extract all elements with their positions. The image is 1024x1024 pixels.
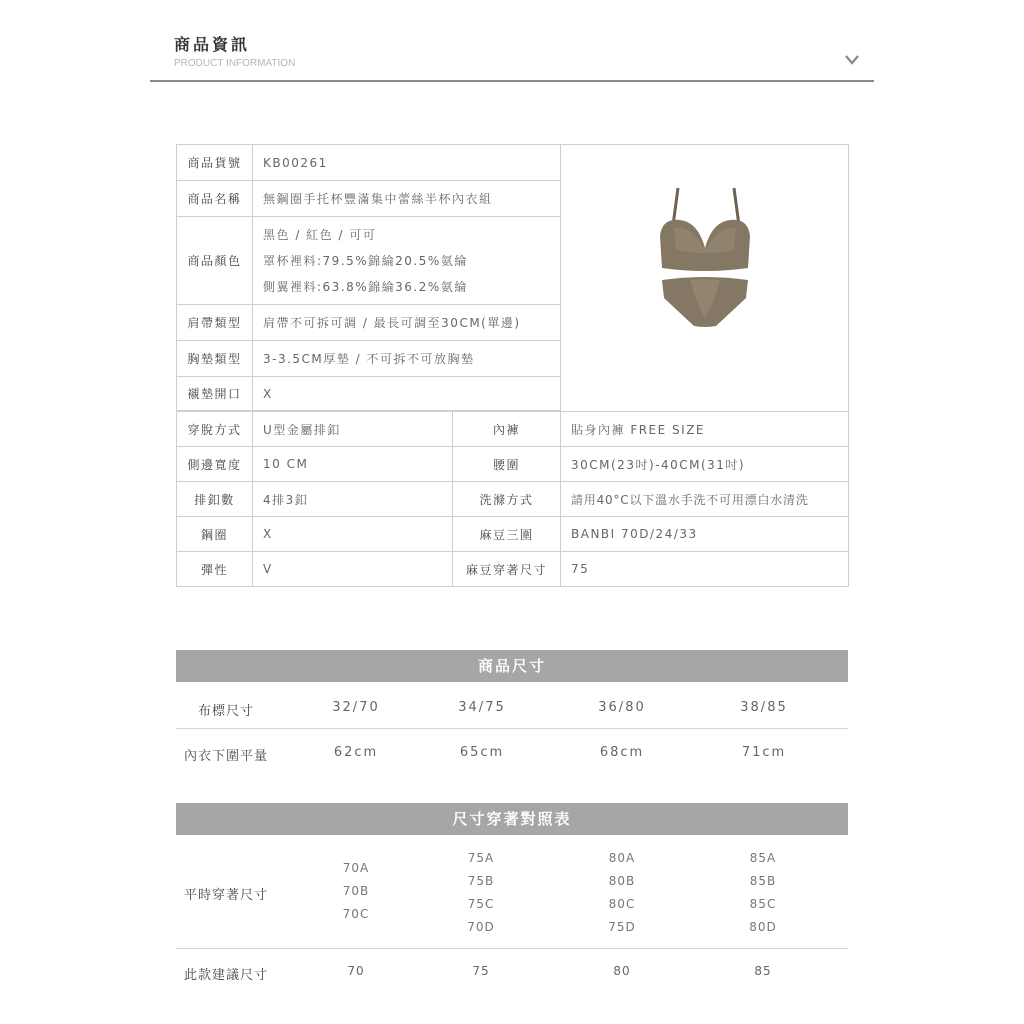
hooks-label: 排釦數 [177,482,253,517]
row-label: 此款建議尺寸 [183,968,268,983]
size-cell: 75D [608,920,636,934]
size-cell: 62cm [333,745,379,760]
waist-label: 腰圍 [453,447,561,482]
row-label: 內衣下圍平量 [183,749,268,764]
color-line: 罩杯裡料:79.5%錦綸20.5%氨綸 [263,253,468,268]
size-column [455,847,507,939]
spec-table [176,144,849,587]
pad-opening-value: X [253,377,561,411]
model-size-label: 麻豆穿著尺寸 [453,552,561,587]
wire-value: X [253,517,453,552]
size-cell: 68cm [599,745,645,760]
wire-label: 鋼圈 [177,517,253,552]
size-cell: 75A [467,851,495,865]
sku-label: 商品貨號 [177,145,253,181]
color-line: 黑色 / 紅色 / 可可 [263,227,377,242]
section-subtitle: PRODUCT INFORMATION [174,58,296,69]
size-cell: 36/80 [598,700,646,715]
model-label: 麻豆三圍 [453,517,561,552]
size-cell: 70 [347,964,365,978]
size-cell: 70B [342,884,370,898]
pad-value: 3-3.5CM厚墊 / 不可拆不可放胸墊 [253,341,561,377]
size-cell: 85C [749,897,777,911]
wash-label: 洗滌方式 [453,482,561,517]
wear-label: 穿脫方式 [177,412,253,447]
size-cell: 32/70 [332,700,380,715]
color-line: 側翼裡料:63.8%錦綸36.2%氨綸 [263,279,468,294]
pad-label: 胸墊類型 [177,341,253,377]
size-column [737,847,789,939]
divider [176,728,848,729]
panty-label: 內褲 [453,412,561,447]
strap-value: 肩帶不可拆可調 / 最長可調至30CM(單邊) [253,305,561,341]
size-cell: 70A [342,861,370,875]
size-cell: 70C [342,907,370,921]
elastic-label: 彈性 [177,552,253,587]
sku-value: KB00261 [253,145,561,181]
size-cell: 80B [608,874,636,888]
fit-table-title: 尺寸穿著對照表 [176,803,848,835]
waist-value: 30CM(23吋)-40CM(31吋) [561,447,849,482]
size-column [330,857,382,926]
size-cell: 80 [613,964,631,978]
table-row [176,700,848,719]
size-cell: 71cm [741,745,787,760]
elastic-value: V [253,552,453,587]
size-cell: 75 [472,964,490,978]
row-label: 平時穿著尺寸 [183,888,268,903]
size-cell: 70D [467,920,495,934]
product-info-header[interactable] [150,32,874,82]
size-cell: 80D [749,920,777,934]
model-value: BANBI 70D/24/33 [561,517,849,552]
product-image [561,145,849,412]
size-cell: 80A [608,851,636,865]
size-cell: 85B [749,874,777,888]
size-cell: 65cm [459,745,505,760]
name-value: 無鋼圈手托杯豐滿集中蕾絲半杯內衣組 [253,181,561,217]
section-title: 商品資訊 [174,35,251,54]
strap-label: 肩帶類型 [177,305,253,341]
model-size-value: 75 [561,552,849,587]
wash-value: 請用40°C以下溫水手洗不可用漂白水清洗 [561,482,849,517]
pad-opening-label: 襯墊開口 [177,377,253,411]
row-label: 布標尺寸 [197,704,254,719]
color-label: 商品顏色 [177,217,253,305]
table-row [176,964,848,983]
size-cell: 75B [467,874,495,888]
hooks-value: 4排3釦 [253,482,453,517]
panty-value: 貼身內褲 FREE SIZE [561,412,849,447]
size-table-title: 商品尺寸 [176,650,848,682]
divider [176,948,848,949]
size-column [596,847,648,939]
wear-value: U型金屬排釦 [253,412,453,447]
side-value: 10 CM [253,447,453,482]
size-cell: 34/75 [458,700,506,715]
size-cell: 75C [467,897,495,911]
size-cell: 85A [749,851,777,865]
size-cell: 38/85 [740,700,788,715]
side-label: 側邊寬度 [177,447,253,482]
chevron-down-icon[interactable] [844,54,860,66]
name-label: 商品名稱 [177,181,253,217]
color-value [253,217,561,305]
size-cell: 85 [754,964,772,978]
size-cell: 80C [608,897,636,911]
table-row [176,745,848,764]
product-illustration [650,178,760,378]
